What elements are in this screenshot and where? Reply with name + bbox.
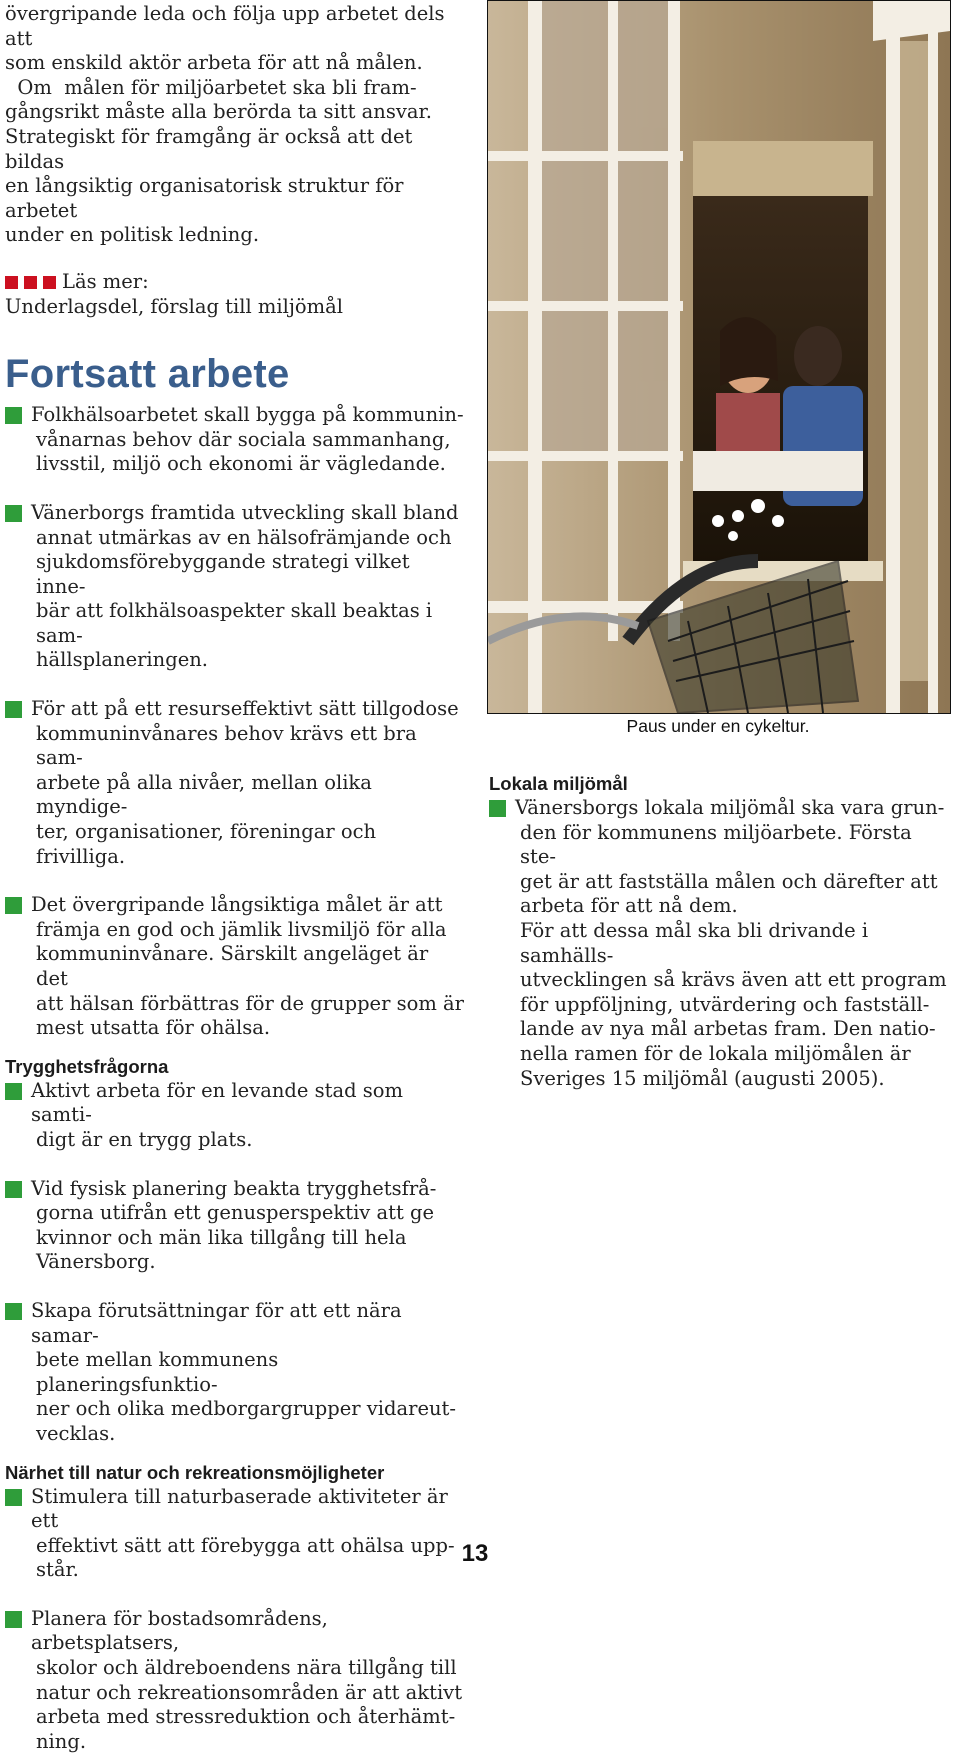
text-line: Vänersborg. [36, 1250, 156, 1274]
bullet-item [5, 1079, 465, 1153]
red-square-marker-icon [5, 276, 18, 289]
section-heading: Fortsatt arbete [5, 352, 290, 397]
green-square-bullet-icon [489, 800, 506, 817]
text-line: Strategiskt för framgång är också att det bildas [5, 124, 413, 173]
text-line: bete mellan kommunens planeringsfunktio- [36, 1348, 279, 1396]
text-line: Sveriges 15 miljömål (augusti 2005). [520, 1066, 885, 1090]
text-line: För att dessa mål ska bli drivande i samhälls- [520, 918, 869, 967]
text-line: kommuninvånare. Särskilt angeläget är det [36, 942, 429, 990]
text-line: hällsplaneringen. [36, 648, 209, 672]
text-line: arbeta för att nå dem. [520, 894, 738, 918]
text-line: effektivt sätt att förebygga att ohälsa upp- [36, 1533, 455, 1557]
text-line: vecklas. [36, 1421, 116, 1445]
text-line: annat utmärkas av en hälsofrämjande och [36, 525, 452, 549]
text-line: står. [36, 1558, 79, 1582]
text-line: en långsiktig organisatorisk struktur för arbetet [5, 174, 404, 222]
subheading: Närhet till natur och rekreationsmöjligheter [5, 1461, 385, 1483]
page-number: 13 [461, 1540, 489, 1567]
text-line: ner och olika medborgargrupper vidareut- [36, 1397, 456, 1421]
red-square-marker-icon [24, 276, 37, 289]
text-line: Skapa förutsättningar för att ett nära samar- [31, 1298, 402, 1347]
bullet-item [5, 501, 465, 673]
bullet-item [5, 1607, 465, 1754]
text-line: under en politisk ledning. [5, 223, 260, 247]
text-line: utvecklingen så krävs även att ett program [520, 968, 947, 992]
read-more-label: Läs mer: [62, 269, 149, 293]
text-line: bär att folkhälsoaspekter skall beaktas i sam- [36, 599, 433, 647]
text-line: Om målen för miljöarbetet ska bli fram- [5, 75, 417, 99]
text-line: för uppföljning, utvärdering och fastställ- [520, 992, 930, 1016]
green-square-bullet-icon [5, 1181, 22, 1198]
bullet-item [5, 1299, 465, 1447]
bullet-item [5, 1485, 465, 1583]
text-line: För att på ett resurseffektivt sätt tillgodose [31, 697, 459, 721]
red-square-marker-icon [43, 276, 56, 289]
intro-paragraph [5, 2, 465, 248]
text-line: som enskild aktör arbeta för att nå målen. [5, 51, 423, 75]
green-square-bullet-icon [5, 505, 22, 522]
green-square-bullet-icon [5, 1489, 22, 1506]
subheading: Trygghetsfrågorna [5, 1055, 169, 1077]
text-line: Planera för bostadsområdens, arbetsplatsers, [31, 1606, 328, 1655]
text-line: get är att fastställa målen och därefter att [520, 869, 938, 893]
text-line: digt är en trygg plats. [36, 1127, 253, 1151]
text-line: mest utsatta för ohälsa. [36, 1016, 271, 1040]
text-line: övergripande leda och följa upp arbetet dels att [5, 2, 445, 50]
text-line: natur och rekreationsområden är att aktivt [36, 1680, 463, 1704]
subheading: Lokala miljömål [489, 773, 628, 794]
text-line: Det övergripande långsiktiga målet är att [31, 893, 443, 917]
text-line: Vid fysisk planering beakta trygghetsfrå- [31, 1176, 437, 1200]
green-square-bullet-icon [5, 407, 22, 424]
read-more-reference: Underlagsdel, förslag till miljömål [5, 294, 344, 318]
text-line: Vänerborgs framtida utveckling skall bland [31, 500, 459, 524]
text-line: ter, organisationer, föreningar och frivilliga. [36, 820, 377, 868]
text-line: nella ramen för de lokala miljömålen är [520, 1041, 911, 1065]
text-line: Vänersborgs lokala miljömål ska vara grun- [515, 796, 945, 819]
text-line: vånarnas behov där sociala sammanhang, [36, 427, 451, 451]
photo-caption: Paus under en cykeltur. [626, 716, 810, 736]
bullet-item [5, 893, 465, 1041]
text-line: sjukdomsförebyggande strategi vilket inne- [36, 550, 410, 598]
cafe-photo [487, 0, 951, 714]
text-line: främja en god och jämlik livsmiljö för alla [36, 917, 447, 941]
text-line: skolor och äldreboendens nära tillgång till [36, 1656, 457, 1680]
text-line: gorna utifrån ett genusperspektiv att ge [36, 1201, 435, 1225]
green-square-bullet-icon [5, 1083, 22, 1100]
photo-illustration [488, 1, 950, 713]
text-line: ning. [36, 1729, 87, 1753]
read-more-block [5, 270, 465, 319]
text-line: arbete på alla nivåer, mellan olika myndige- [36, 770, 372, 819]
text-line: kommuninvånares behov krävs ett bra sam- [36, 721, 417, 770]
text-line: arbeta med stressreduktion och återhämt- [36, 1705, 456, 1729]
text-line: livsstil, miljö och ekonomi är vägledande. [36, 452, 446, 476]
text-line: Aktivt arbeta för en levande stad som samti- [31, 1078, 404, 1127]
right-column [489, 772, 949, 1091]
bullet-item [5, 1177, 465, 1275]
bullet-item [5, 403, 465, 477]
text-line: Folkhälsoarbetet skall bygga på kommunin- [31, 403, 464, 427]
green-square-bullet-icon [5, 701, 22, 718]
text-line: den för kommunens miljöarbete. Första ste- [520, 820, 912, 869]
text-line: gångsrikt måste alla berörda ta sitt ansvar. [5, 100, 432, 124]
green-square-bullet-icon [5, 1303, 22, 1320]
bullet-item [489, 796, 949, 821]
green-square-bullet-icon [5, 1611, 22, 1628]
left-column [5, 0, 465, 1754]
text-line: kvinnor och män lika tillgång till hela [36, 1225, 407, 1249]
text-line: lande av nya mål arbetas fram. Den natio- [520, 1017, 936, 1041]
green-square-bullet-icon [5, 897, 22, 914]
text-line: Stimulera till naturbaserade aktiviteter är ett [31, 1484, 448, 1533]
bullet-item [5, 697, 465, 869]
text-line: att hälsan förbättras för de grupper som är [36, 991, 464, 1015]
